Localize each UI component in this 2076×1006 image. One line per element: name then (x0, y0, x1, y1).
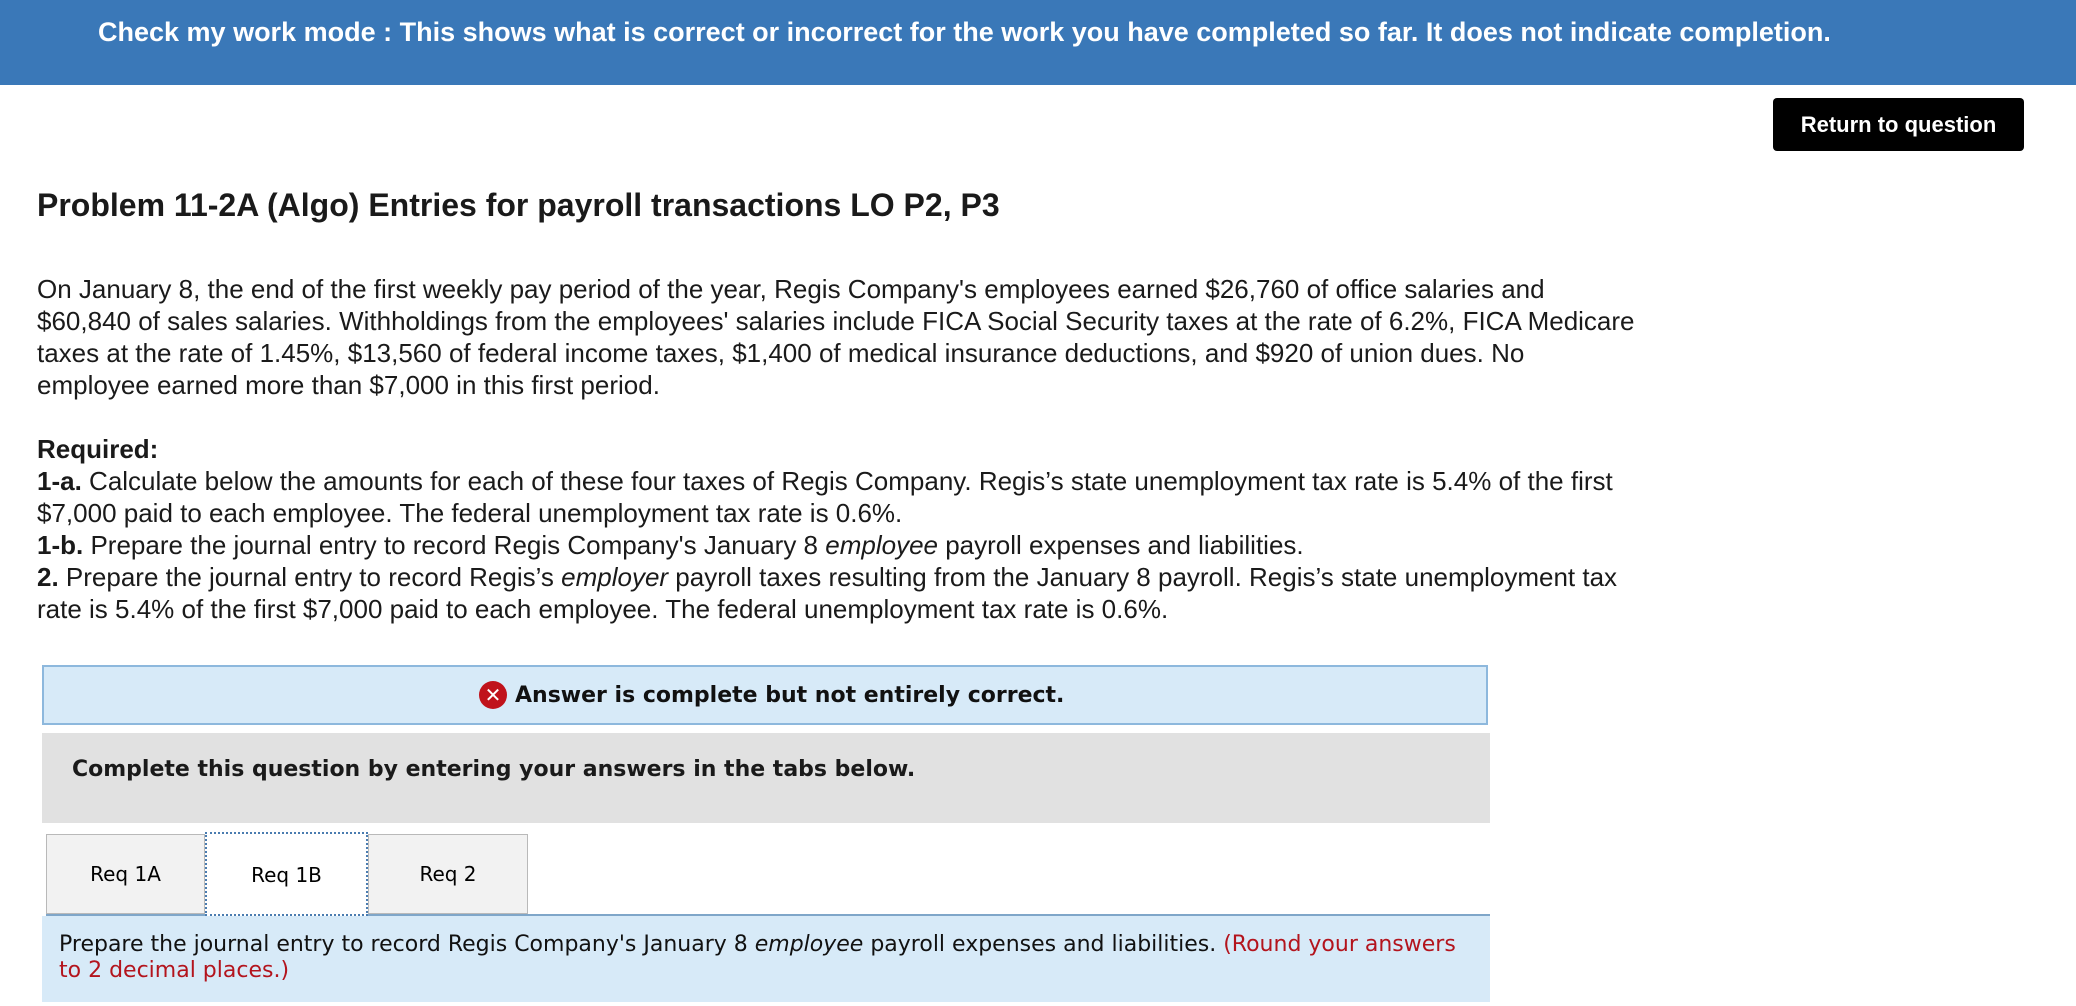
req-1a-text: Calculate below the amounts for each of these four taxes of Regis Company. Regis’s state unemployment tax rate is 5.4% of the first $7,000 paid to each employee. The federal unemployment tax rate is 0.6%. (37, 466, 1613, 528)
answer-feedback (42, 665, 1488, 725)
req-2-emphasis: employer (561, 562, 669, 592)
banner-text: Check my work mode : This shows what is correct or incorrect for the work you have completed so far. It does not indicate completion. (98, 17, 1831, 47)
error-x-icon: ✕ (479, 681, 507, 709)
panel-text-start: Prepare the journal entry to record Regis Company's January 8 (59, 932, 755, 957)
tab-req-2[interactable]: Req 2 (368, 834, 528, 914)
problem-statement (37, 273, 1637, 625)
check-my-work-banner (0, 0, 2076, 85)
problem-title: Problem 11-2A (Algo) Entries for payroll transactions LO P2, P3 (37, 187, 1000, 223)
req-1b-text: Prepare the journal entry to record Regis Company's January 8 (83, 530, 826, 560)
tab-req-1a[interactable]: Req 1A (46, 834, 205, 914)
problem-description: On January 8, the end of the first weekly pay period of the year, Regis Company's employees earned $26,760 of office salaries and $60,840 of sales salaries. Withholdings from the employees' salaries include FICA Social Security taxes at the rate of 6.2%, FICA Medicare taxes at the rate of 1.45%, $13,560 of federal income taxes, $1,400 of medical insurance deductions, and $920 of union dues. No employee earned more than $7,000 in this first period. (37, 274, 1635, 400)
required-section (37, 433, 1637, 465)
req-1b-text-end: payroll expenses and liabilities. (937, 530, 1304, 560)
feedback-content (479, 681, 1064, 709)
instructions-text: Complete this question by entering your answers in the tabs below. (72, 757, 916, 782)
requirement-tabs (46, 834, 1490, 916)
instructions-box (42, 733, 1490, 823)
requirement-1a (37, 465, 1637, 529)
req-2-text-end: payroll taxes resulting from the January 8 payroll. Regis’s state unemployment tax rate is 5.4% of the first $7,000 paid to each employee. The federal unemployment tax rate is 0.6%. (37, 562, 1618, 624)
feedback-text: Answer is complete but not entirely correct. (515, 682, 1065, 708)
panel-text-end: payroll expenses and liabilities. (863, 932, 1224, 957)
requirement-1b (37, 529, 1637, 561)
panel-instructions (59, 932, 1479, 984)
rounding-note: (Round your answers to 2 decimal places.) (59, 932, 1456, 983)
req-2-text: Prepare the journal entry to record Regis’s (58, 562, 562, 592)
req-1b-label: 1-b. (37, 530, 84, 560)
return-to-question-button[interactable]: Return to question (1773, 98, 2024, 151)
tab-req-1b[interactable]: Req 1B (205, 832, 368, 916)
req-1a-label: 1-a. (37, 466, 82, 496)
panel-emphasis: employee (754, 932, 864, 957)
required-label: Required: (37, 434, 159, 464)
requirement-2 (37, 561, 1637, 625)
req-1b-emphasis: employee (825, 530, 938, 560)
req-2-label: 2. (37, 562, 59, 592)
tab-panel-req-1b (42, 916, 1490, 1002)
